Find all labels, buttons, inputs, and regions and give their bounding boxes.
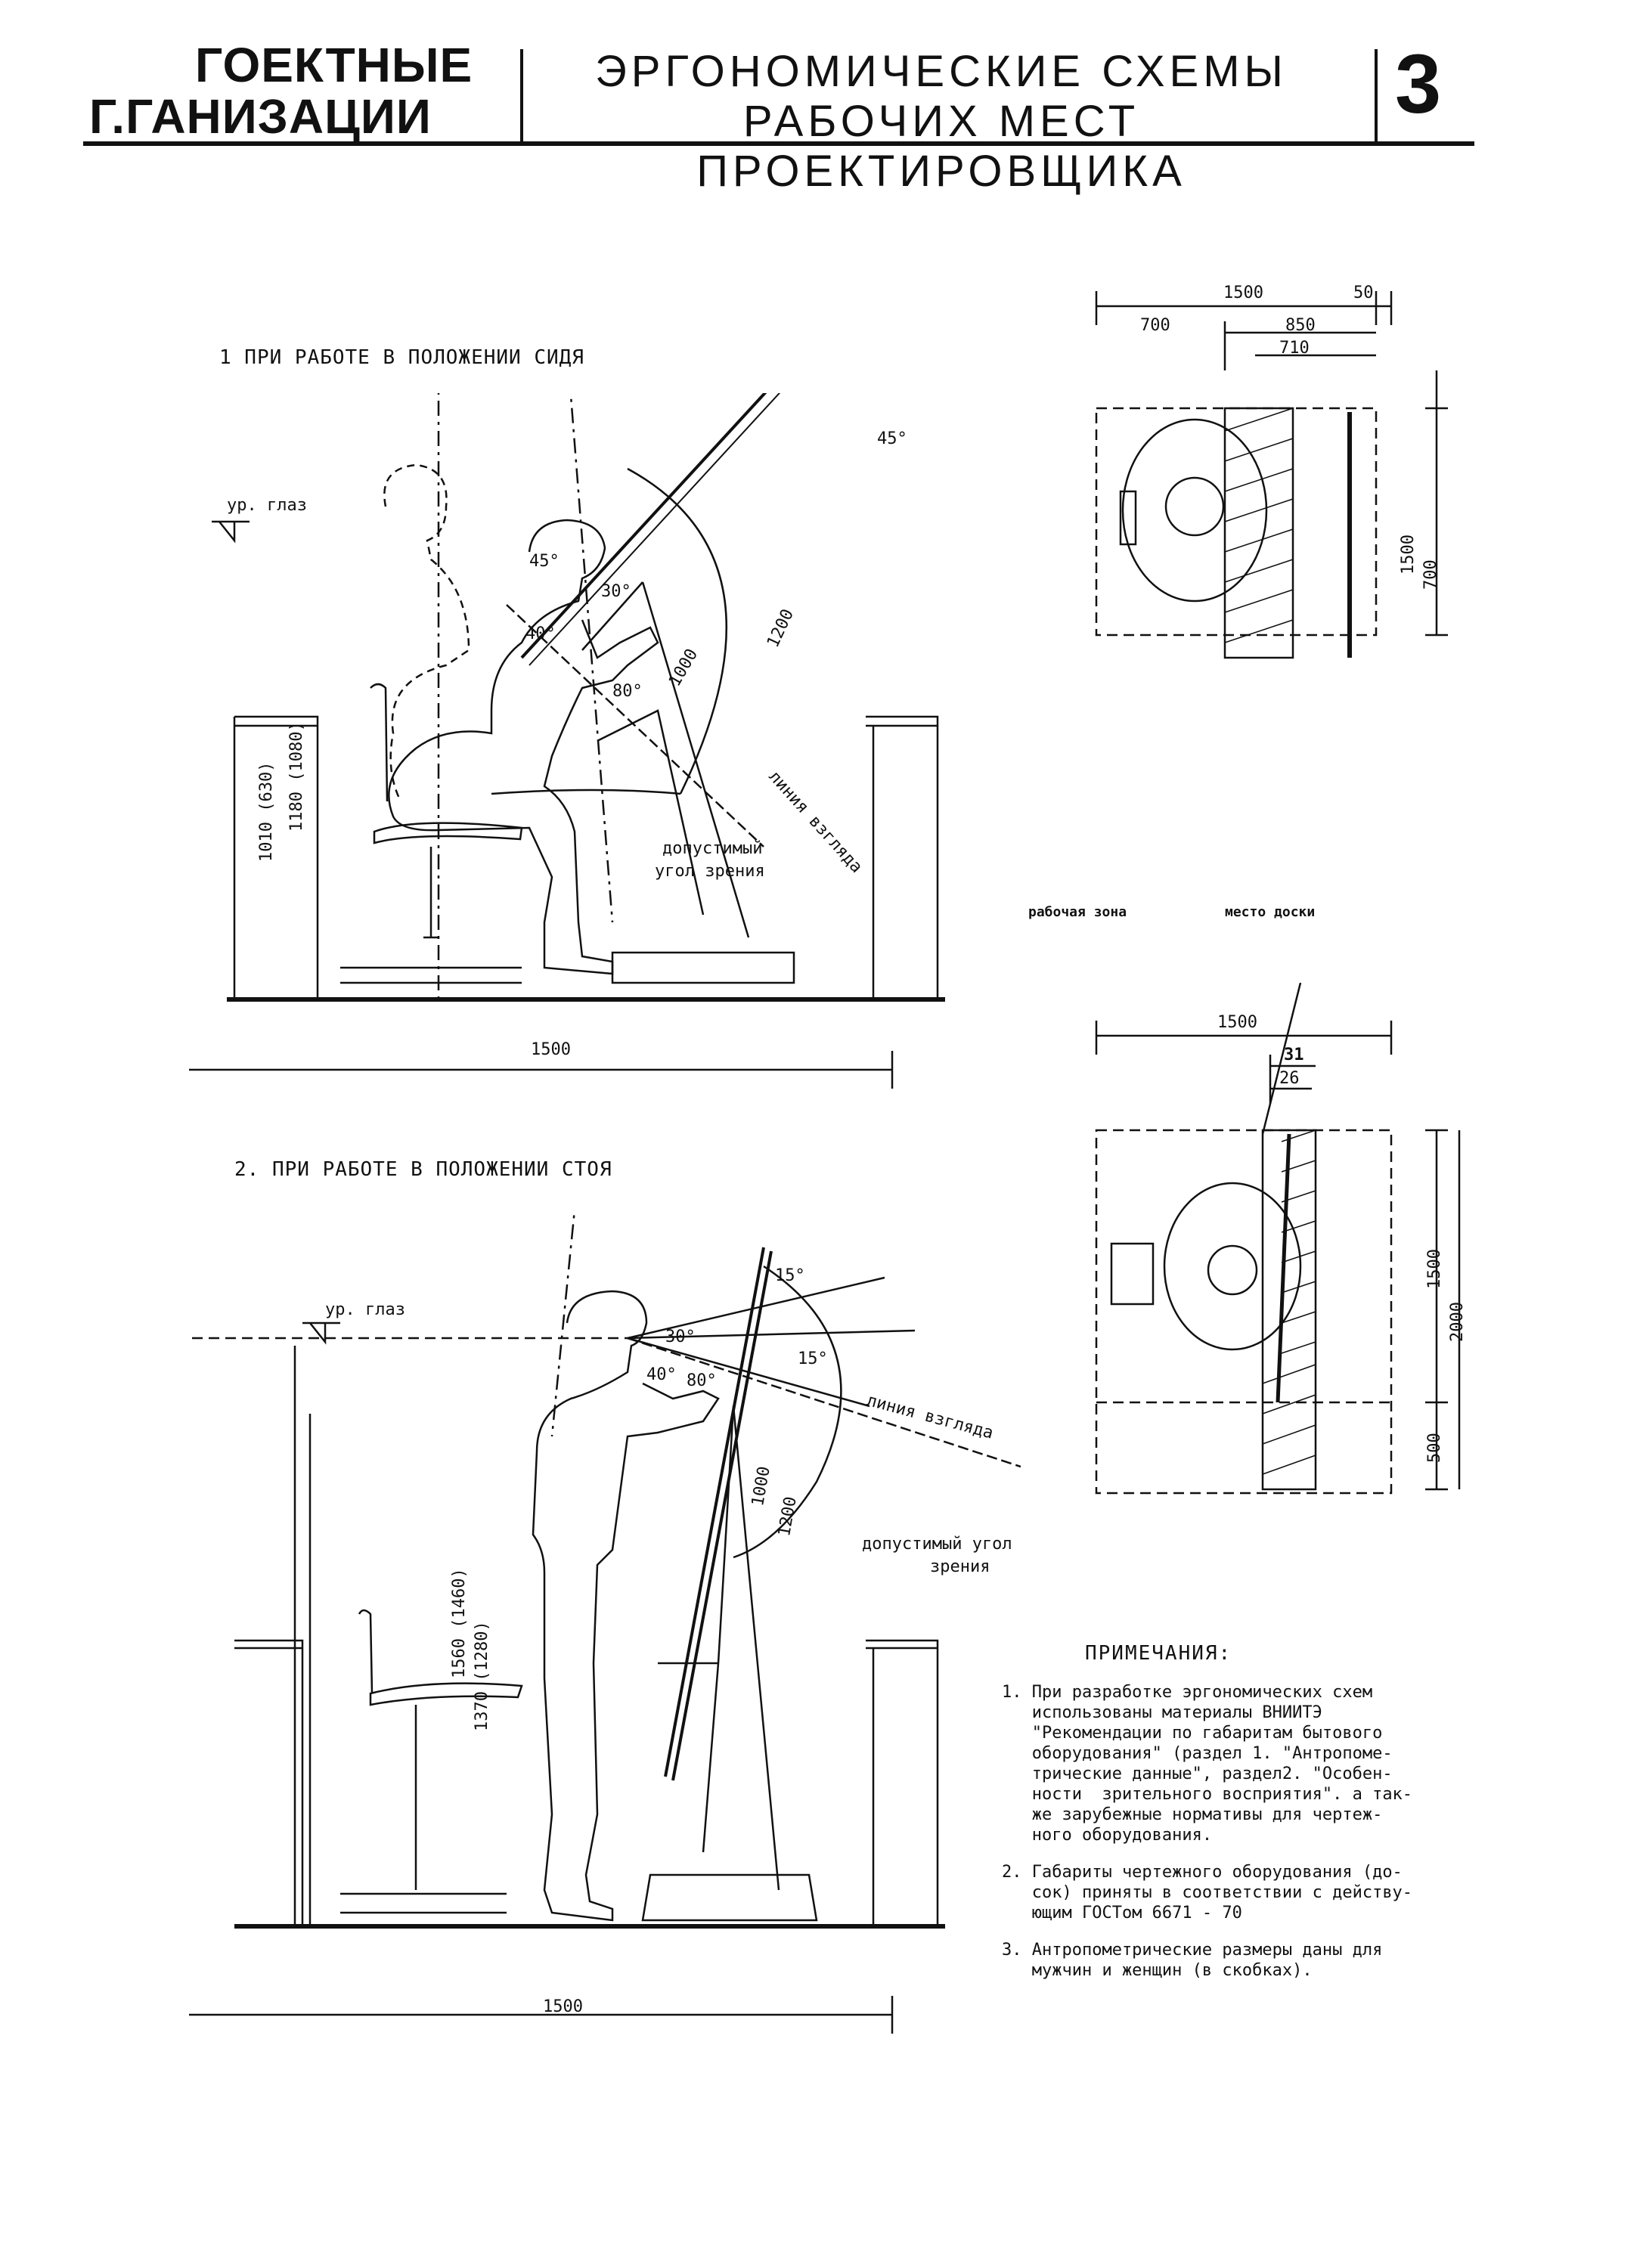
chair (340, 684, 522, 983)
page-title-line1: ЭРГОНОМИЧЕСКИЕ СХЕМЫ (595, 47, 1288, 96)
note-item-2: 2. Габариты чертежного оборудования (до- сок) приняты в соответствии с действу- ющим ГОСТом 6671 - 70 (1002, 1863, 1413, 1923)
plan2-board (1278, 1134, 1289, 1402)
s2-angle-15-mid: 15° (798, 1349, 828, 1368)
note-item-3: 3. Антропометрические размеры даны для мужчин и женщин (в скобках). (1002, 1941, 1383, 1980)
s2-angle-40: 40° (646, 1365, 677, 1384)
right-cabinet (866, 1641, 938, 1926)
notes-list (1002, 1682, 1471, 1981)
s2-dim-height-1: 1560 (1460) (450, 1568, 469, 1678)
s2-view-angle-1: допустимый угол (862, 1535, 1012, 1554)
ghost-figure (384, 465, 469, 801)
plan2-desk (1263, 1130, 1316, 1489)
plan1-caption-left: рабочая зона (1028, 904, 1127, 920)
plan1-dim-side-700: 700 (1421, 559, 1440, 590)
plan2-drawing (1081, 983, 1474, 1527)
eye-level-marker (212, 518, 257, 548)
s1-eye-level: ур. глаз (227, 496, 307, 515)
eye-level-marker (302, 1319, 348, 1349)
org-name-line2: Г.ГАНИЗАЦИИ (89, 89, 432, 144)
section2-title: 2. ПРИ РАБОТЕ В ПОЛОЖЕНИИ СТОЯ (234, 1158, 612, 1181)
plan1-dim-1500: 1500 (1223, 284, 1263, 302)
s1-dim-height-1: 1180 (1080) (287, 721, 306, 832)
plan2-dim-26: 26 (1279, 1069, 1300, 1088)
plan1-dim-50: 50 (1353, 284, 1374, 302)
plan1-head (1166, 478, 1223, 535)
s1-angle-30: 30° (601, 582, 631, 601)
plan2-dim-side-1500: 1500 (1425, 1249, 1444, 1289)
board-stand (582, 582, 794, 983)
s2-view-angle-2: зрения (930, 1557, 990, 1576)
header-rules (0, 0, 1646, 166)
plan2-person (1164, 1183, 1300, 1349)
s1-angle-40: 40° (525, 624, 556, 643)
plan2-chair (1111, 1244, 1153, 1304)
plan1-dim-710: 710 (1279, 339, 1310, 358)
s2-dim-width: 1500 (543, 1997, 583, 2016)
s1-dim-width: 1500 (531, 1040, 571, 1059)
plan2-dim-1500: 1500 (1217, 1013, 1257, 1032)
plan1-dim-700: 700 (1140, 316, 1170, 335)
s2-angle-80: 80° (687, 1371, 717, 1390)
plan1-drawing (1081, 280, 1474, 703)
s1-view-angle-1: допустимый (662, 839, 763, 858)
page-title-line2: РАБОЧИХ МЕСТ ПРОЕКТИРОВЩИКА (696, 97, 1186, 196)
plan2-head (1208, 1246, 1257, 1294)
board-stand (643, 1406, 817, 1920)
right-cabinet (866, 717, 938, 999)
plan2-dim-31: 31 (1284, 1046, 1304, 1064)
s2-angle-30: 30° (665, 1328, 696, 1346)
plan2-dim-side-2000: 2000 (1448, 1302, 1467, 1342)
plan1-dim-850: 850 (1285, 316, 1316, 335)
plan1-person (1123, 420, 1266, 601)
notes-title: ПРИМЕЧАНИЯ: (1085, 1642, 1232, 1665)
note-item-1: 1. При разработке эргономических схем использованы материалы ВНИИТЭ "Рекомендации по габаритам бытового оборудования" (раздел 1. "Антропоме- трические данные", раздел2. "Особен- ности зрительного восприятия". а так- же зарубежные нормативы для чертеж- ного оборудования. (1002, 1683, 1413, 1845)
section1-title: 1 ПРИ РАБОТЕ В ПОЛОЖЕНИИ СИДЯ (219, 346, 584, 369)
chair (340, 1610, 522, 1913)
s2-dim-1200: 1200 (775, 1495, 801, 1538)
s1-dim-height-2: 1010 (630) (257, 761, 276, 862)
s2-angle-15-top: 15° (775, 1266, 805, 1285)
plan1-dim-side-1500: 1500 (1399, 534, 1418, 575)
plan2-dim-side-500: 500 (1425, 1433, 1444, 1463)
s1-view-angle-2: угол зрения (655, 862, 765, 881)
drafting-board (522, 393, 779, 658)
s1-angle-80: 80° (612, 682, 643, 701)
s1-sight-line-label: линия взгляда (764, 767, 866, 877)
org-name-line1: ГОЕКТНЫЕ (195, 38, 473, 92)
s2-sight-line-label: линия взгляда (864, 1391, 996, 1443)
sitting-elevation (189, 393, 983, 1111)
s2-eye-level: ур. глаз (325, 1300, 405, 1319)
s1-angle-45-head: 45° (529, 552, 560, 571)
s1-dim-1000: 1000 (665, 646, 702, 690)
sheet-number: 3 (1395, 38, 1442, 131)
s1-angle-45-board: 45° (877, 429, 907, 448)
s2-dim-height-2: 1370 (1280) (473, 1621, 491, 1731)
plan1-caption-right: место доски (1225, 904, 1316, 920)
left-cabinet (234, 1641, 302, 1926)
s2-dim-1000: 1000 (749, 1464, 774, 1508)
s1-dim-1200: 1200 (764, 606, 798, 651)
